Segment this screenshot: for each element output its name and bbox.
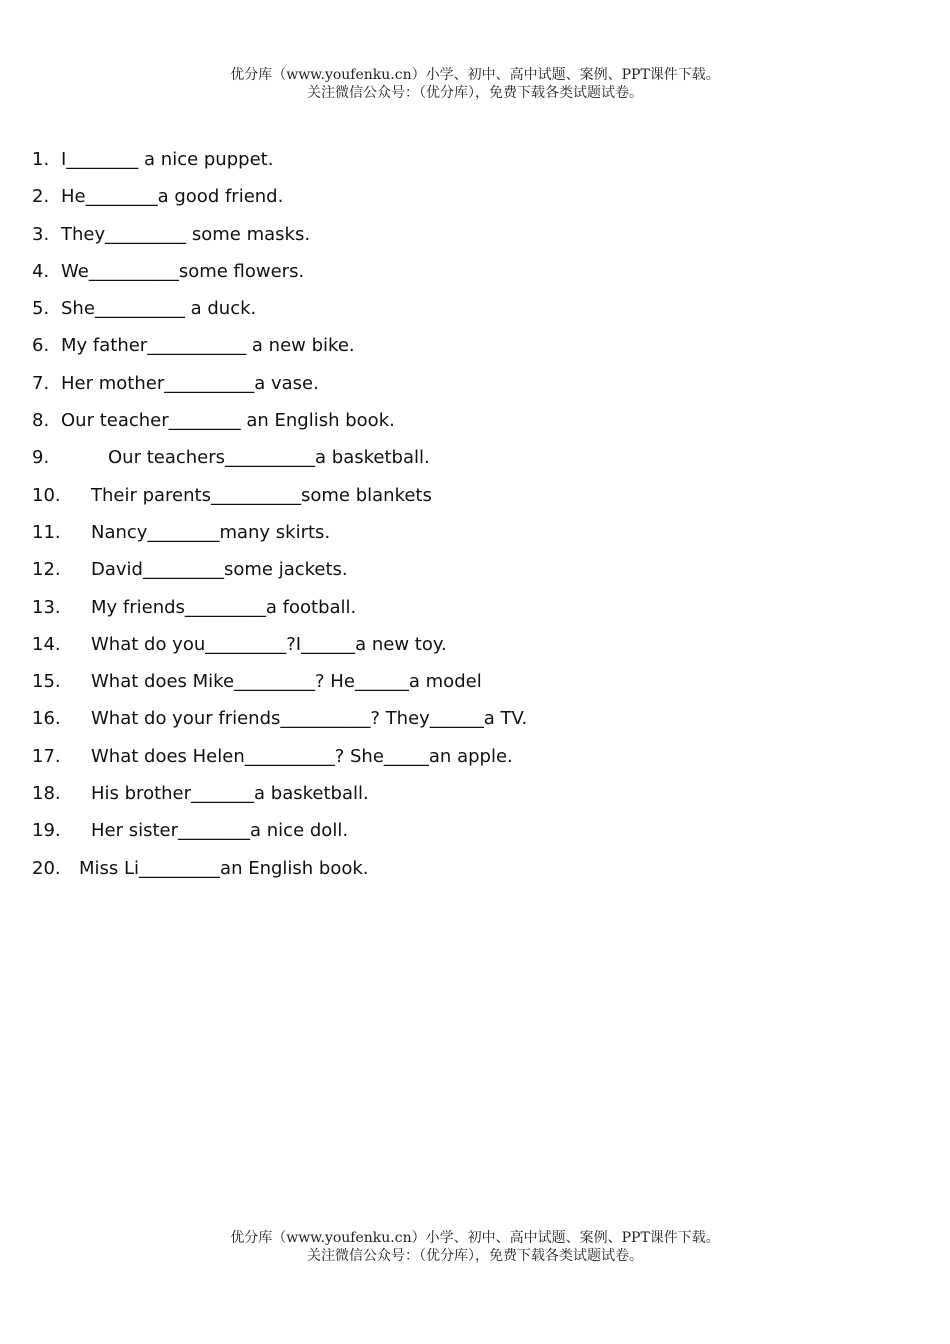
exercise-number: 3.	[32, 223, 50, 245]
exercise-item	[32, 856, 912, 893]
footer-banner	[0, 1229, 950, 1265]
exercise-item	[32, 818, 912, 855]
exercise-number: 6.	[32, 335, 50, 357]
exercise-item	[32, 520, 912, 557]
exercise-number: 15.	[32, 671, 61, 693]
exercise-number: 18.	[32, 783, 61, 805]
exercise-item	[32, 483, 912, 520]
exercise-number: 2.	[32, 186, 50, 208]
exercise-item	[32, 333, 912, 370]
exercise-number: 20.	[32, 857, 61, 879]
exercise-number: 5.	[32, 298, 50, 320]
exercise-text: They_________ some masks.	[61, 223, 311, 245]
exercise-number: 4.	[32, 260, 50, 282]
exercise-item	[32, 595, 912, 632]
exercise-text: What do your friends__________? They______a TV.	[91, 708, 528, 730]
exercise-number: 19.	[32, 820, 61, 842]
header-line-1: 优分库（www.youfenku.cn）小学、初中、高中试题、案例、PPT课件下载。	[230, 67, 720, 83]
exercise-number: 11.	[32, 521, 61, 543]
exercise-list	[32, 147, 912, 893]
exercise-text: What do you_________?I______a new toy.	[91, 633, 447, 655]
exercise-number: 10.	[32, 484, 61, 506]
exercise-item	[32, 371, 912, 408]
exercise-text: Our teacher________ an English book.	[61, 410, 395, 432]
exercise-text: She__________ a duck.	[61, 298, 257, 320]
footer-line-2: 关注微信公众号：（优分库），免费下载各类试题试卷。	[307, 1248, 643, 1264]
exercise-text: I________ a nice puppet.	[61, 149, 274, 170]
exercise-item	[32, 184, 912, 221]
exercise-text: My friends_________a football.	[91, 596, 357, 618]
exercise-number: 9.	[32, 447, 50, 469]
exercise-text: Nancy________many skirts.	[91, 521, 331, 543]
exercise-text: Her sister________a nice doll.	[91, 820, 349, 842]
exercise-number: 7.	[32, 372, 50, 394]
exercise-text: What does Helen__________? She_____an apple.	[91, 745, 513, 767]
exercise-item	[32, 557, 912, 594]
exercise-text: Our teachers__________a basketball.	[108, 447, 430, 469]
exercise-text: What does Mike_________? He______a model	[91, 671, 482, 693]
exercise-number: 13.	[32, 596, 61, 618]
footer-line-1: 优分库（www.youfenku.cn）小学、初中、高中试题、案例、PPT课件下载。	[230, 1230, 720, 1246]
exercise-text: David_________some jackets.	[91, 559, 348, 581]
exercise-item	[32, 222, 912, 259]
header-line-2: 关注微信公众号：（优分库），免费下载各类试题试卷。	[307, 85, 643, 101]
exercise-text: He________a good friend.	[61, 186, 284, 208]
exercise-item	[32, 296, 912, 333]
exercise-item	[32, 259, 912, 296]
exercise-number: 17.	[32, 745, 61, 767]
exercise-item	[32, 781, 912, 818]
exercise-item	[32, 706, 912, 743]
exercise-text: We__________some flowers.	[61, 260, 305, 282]
exercise-text: His brother_______a basketball.	[91, 783, 369, 805]
exercise-item	[32, 445, 912, 482]
exercise-item	[32, 408, 912, 445]
exercise-number: 1.	[32, 149, 50, 170]
exercise-number: 12.	[32, 559, 61, 581]
exercise-item	[32, 147, 912, 184]
exercise-text: Her mother__________a vase.	[61, 372, 319, 394]
header-banner	[0, 66, 950, 102]
exercise-item	[32, 744, 912, 781]
exercise-number: 14.	[32, 633, 61, 655]
exercise-item	[32, 632, 912, 669]
exercise-text: Miss Li_________an English book.	[79, 857, 369, 879]
exercise-text: My father___________ a new bike.	[61, 335, 355, 357]
exercise-text: Their parents__________some blankets	[91, 484, 432, 506]
exercise-item	[32, 669, 912, 706]
exercise-number: 8.	[32, 410, 50, 432]
exercise-number: 16.	[32, 708, 61, 730]
